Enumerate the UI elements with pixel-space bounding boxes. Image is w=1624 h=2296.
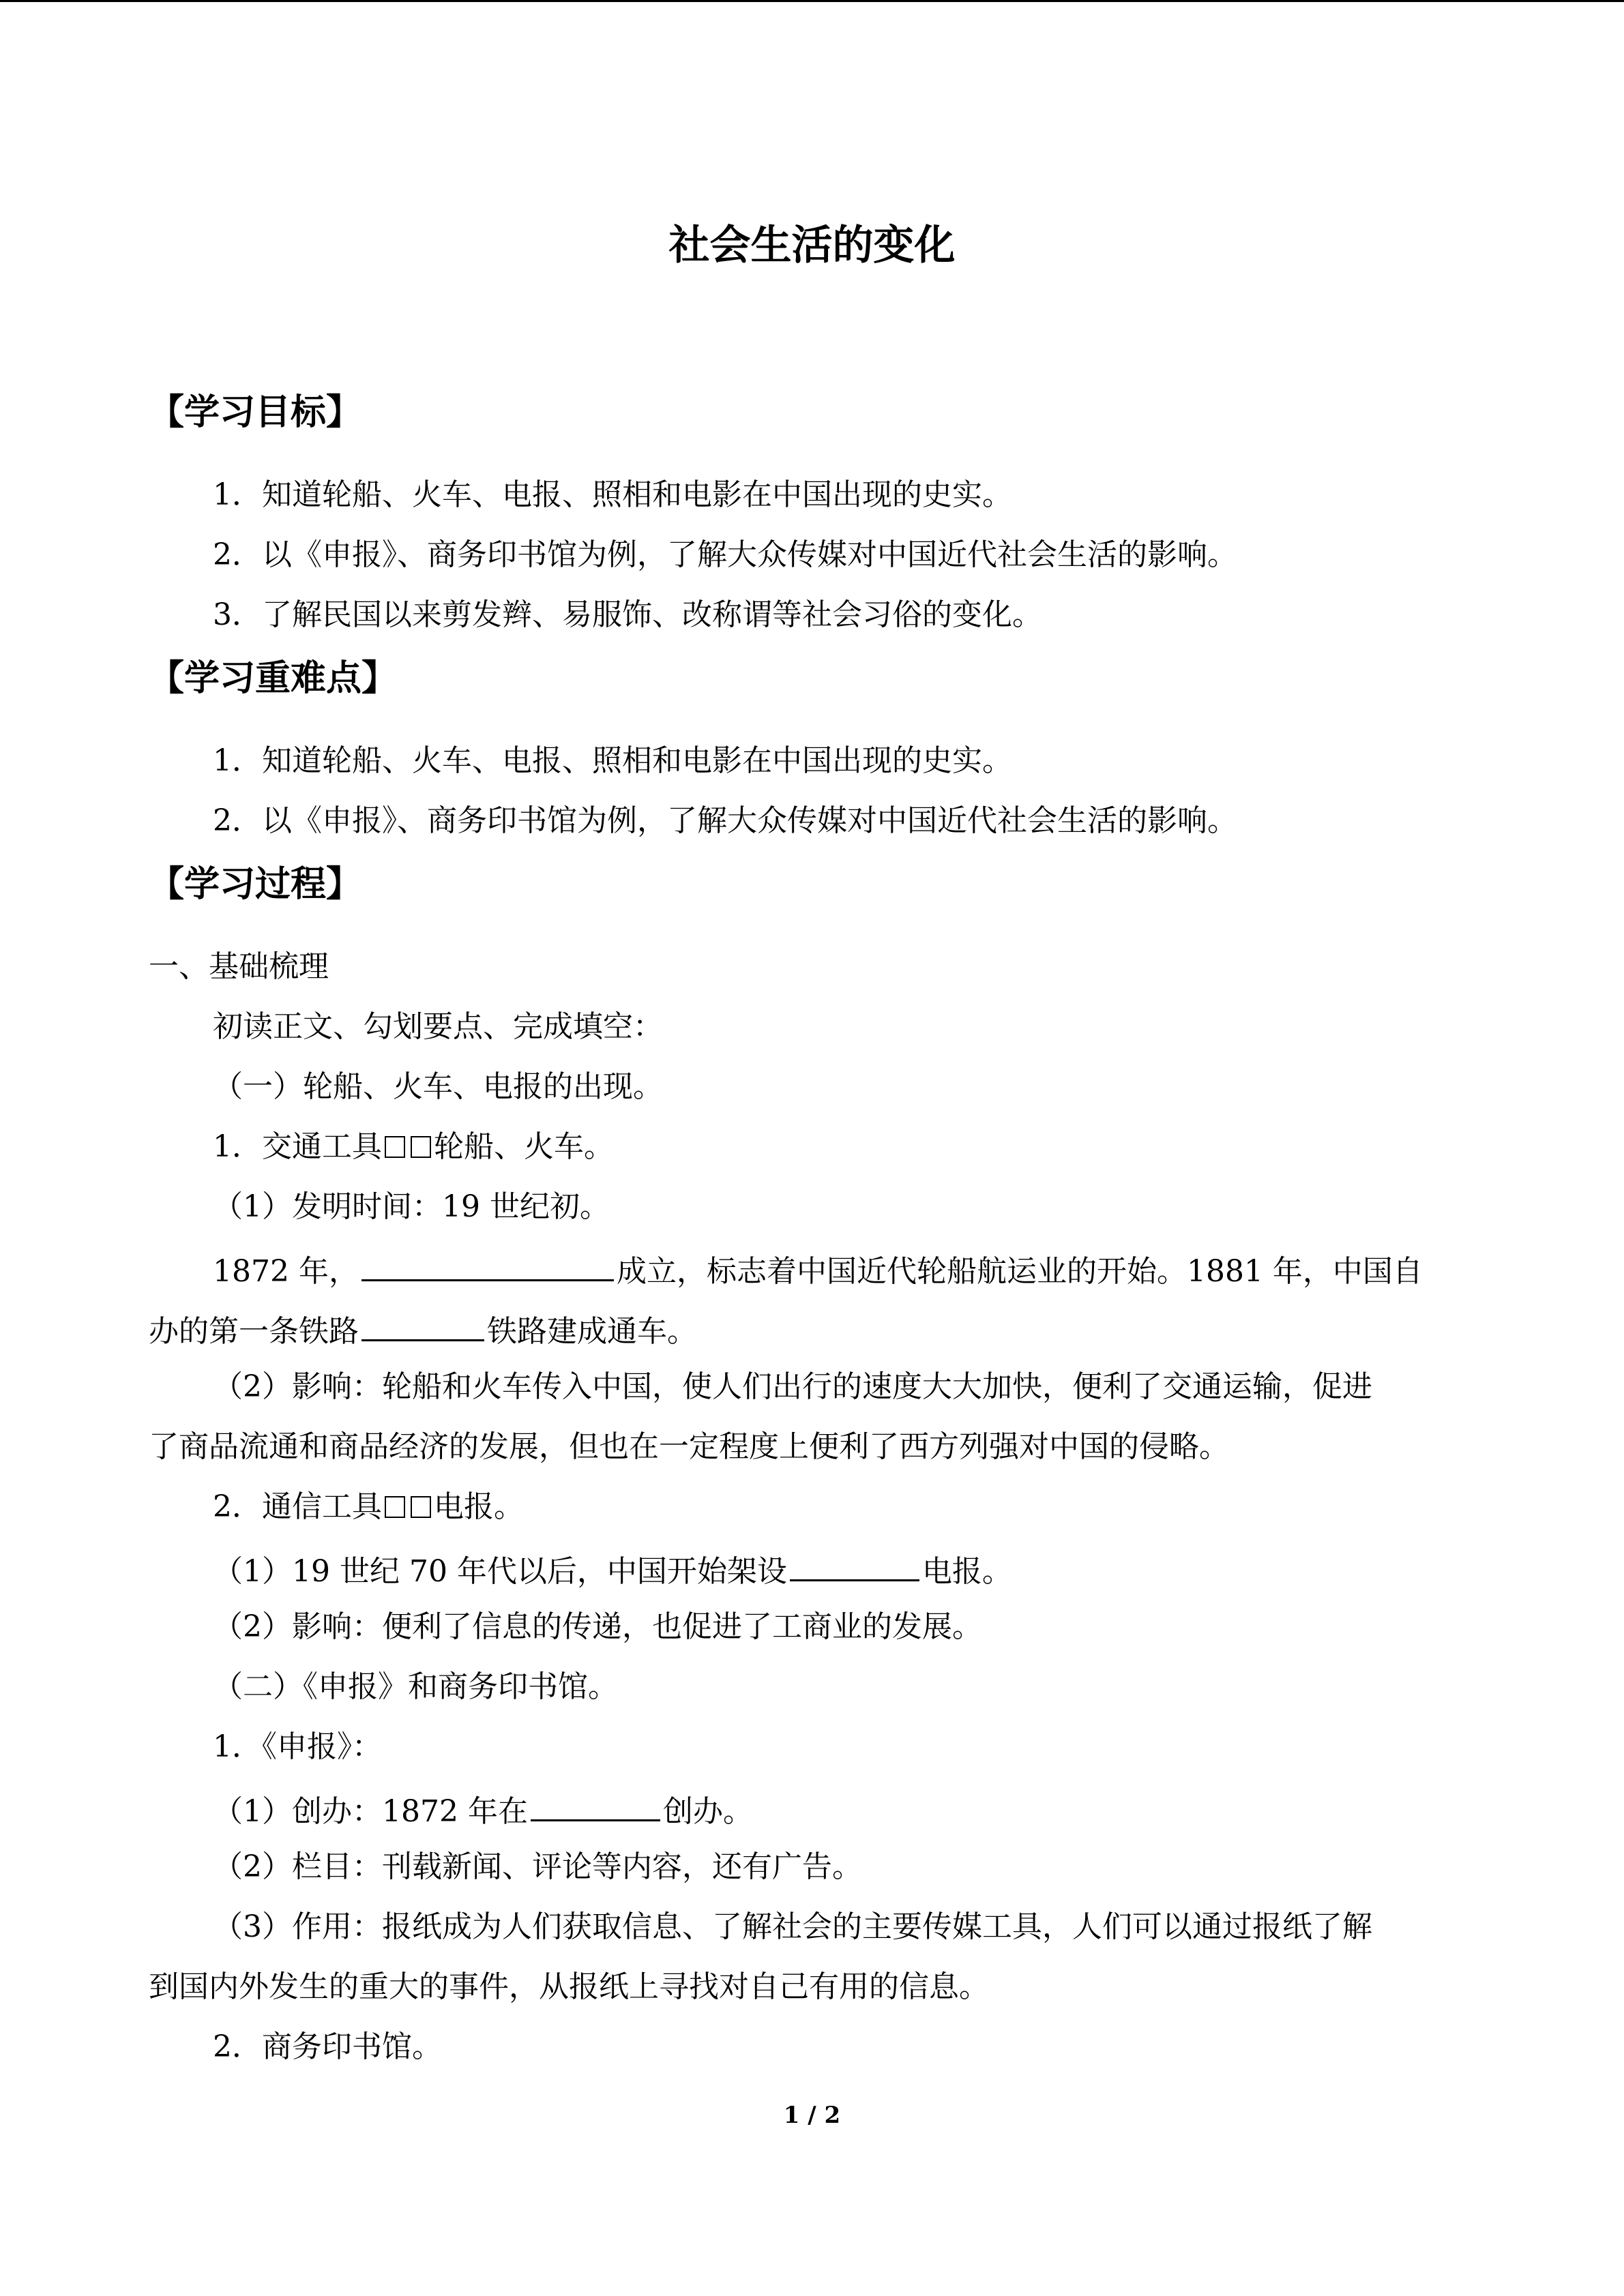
telecom-item: 电报。 <box>434 1489 524 1524</box>
fill-paragraph-1-line-2 <box>149 1309 697 1350</box>
goal-item-2: 2．以《申报》、商务印书馆为例，了解大众传媒对中国近代社会生活的影响。 <box>213 537 1237 572</box>
placeholder-box <box>411 1496 431 1518</box>
invention-time: （1）发明时间：19 世纪初。 <box>213 1189 610 1224</box>
placeholder-box <box>385 1496 405 1518</box>
heading-learning-process: 【学习过程】 <box>149 864 362 905</box>
shenbao-founding <box>213 1789 753 1830</box>
heading-key-points: 【学习重难点】 <box>149 658 398 699</box>
fill-blank-telegraph[interactable] <box>790 1549 919 1581</box>
section-basic-review: 一、基础梳理 <box>149 949 329 984</box>
text-telegraph-start: （1）19 世纪 70 年代以后，中国开始架设 <box>213 1554 787 1589</box>
page-title: 社会生活的变化 <box>668 222 956 269</box>
telegraph-impact: （2）影响：便利了信息的传递，也促进了工商业的发展。 <box>213 1609 982 1644</box>
intro-instruction: 初读正文、勾划要点、完成填空： <box>213 1009 663 1044</box>
telegraph-line <box>213 1549 1012 1590</box>
text-1872: 1872 年， <box>213 1254 359 1289</box>
fill-blank-company[interactable] <box>361 1249 614 1281</box>
shenbao-role-line-1: （3）作用：报纸成为人们获取信息、了解社会的主要传媒工具，人们可以通过报纸了解 <box>213 1909 1372 1944</box>
text-railway-open: 铁路建成通车。 <box>487 1314 697 1349</box>
telecom-line <box>213 1489 524 1525</box>
page-number: 1 / 2 <box>783 2102 841 2129</box>
placeholder-box <box>385 1136 405 1158</box>
text-shipping-start: 成立，标志着中国近代轮船航运业的开始。1881 年，中国自 <box>616 1254 1423 1289</box>
transport-items: 轮船、火车。 <box>434 1129 614 1164</box>
shenbao-heading: 1．《申报》： <box>213 1729 382 1764</box>
fill-paragraph-1-line-1 <box>213 1249 1423 1290</box>
telecom-label: 2．通信工具 <box>213 1489 382 1524</box>
subsection-2: （二）《申报》和商务印书馆。 <box>213 1669 618 1704</box>
key-point-2: 2．以《申报》、商务印书馆为例，了解大众传媒对中国近代社会生活的影响。 <box>213 803 1237 838</box>
impact-line-2: 了商品流通和商品经济的发展，但也在一定程度上便利了西方列强对中国的侵略。 <box>149 1429 1229 1464</box>
transport-label: 1．交通工具 <box>213 1129 382 1164</box>
impact-line-1: （2）影响：轮船和火车传入中国，使人们出行的速度大大加快，便利了交通运输，促进 <box>213 1369 1372 1404</box>
goal-item-3: 3．了解民国以来剪发辫、易服饰、改称谓等社会习俗的变化。 <box>213 597 1042 632</box>
text-founding-end: 创办。 <box>662 1794 753 1829</box>
fill-blank-railway[interactable] <box>361 1309 484 1341</box>
text-telegraph-end: 电报。 <box>921 1554 1012 1589</box>
fill-blank-city[interactable] <box>531 1789 660 1821</box>
commercial-press-heading: 2．商务印书馆。 <box>213 2029 442 2064</box>
heading-learning-goals: 【学习目标】 <box>149 392 362 433</box>
subsection-1: （一）轮船、火车、电报的出现。 <box>213 1069 663 1104</box>
page-top-border <box>0 0 1624 2</box>
key-point-1: 1．知道轮船、火车、电报、照相和电影在中国出现的史实。 <box>213 743 1012 778</box>
shenbao-role-line-2: 到国内外发生的重大的事件，从报纸上寻找对自己有用的信息。 <box>149 1969 989 2004</box>
placeholder-box <box>411 1136 431 1158</box>
transport-line <box>213 1129 614 1165</box>
text-founding-start: （1）创办：1872 年在 <box>213 1794 528 1829</box>
goal-item-1: 1．知道轮船、火车、电报、照相和电影在中国出现的史实。 <box>213 477 1012 512</box>
shenbao-columns: （2）栏目：刊载新闻、评论等内容，还有广告。 <box>213 1849 862 1884</box>
text-first-railway: 办的第一条铁路 <box>149 1314 359 1349</box>
